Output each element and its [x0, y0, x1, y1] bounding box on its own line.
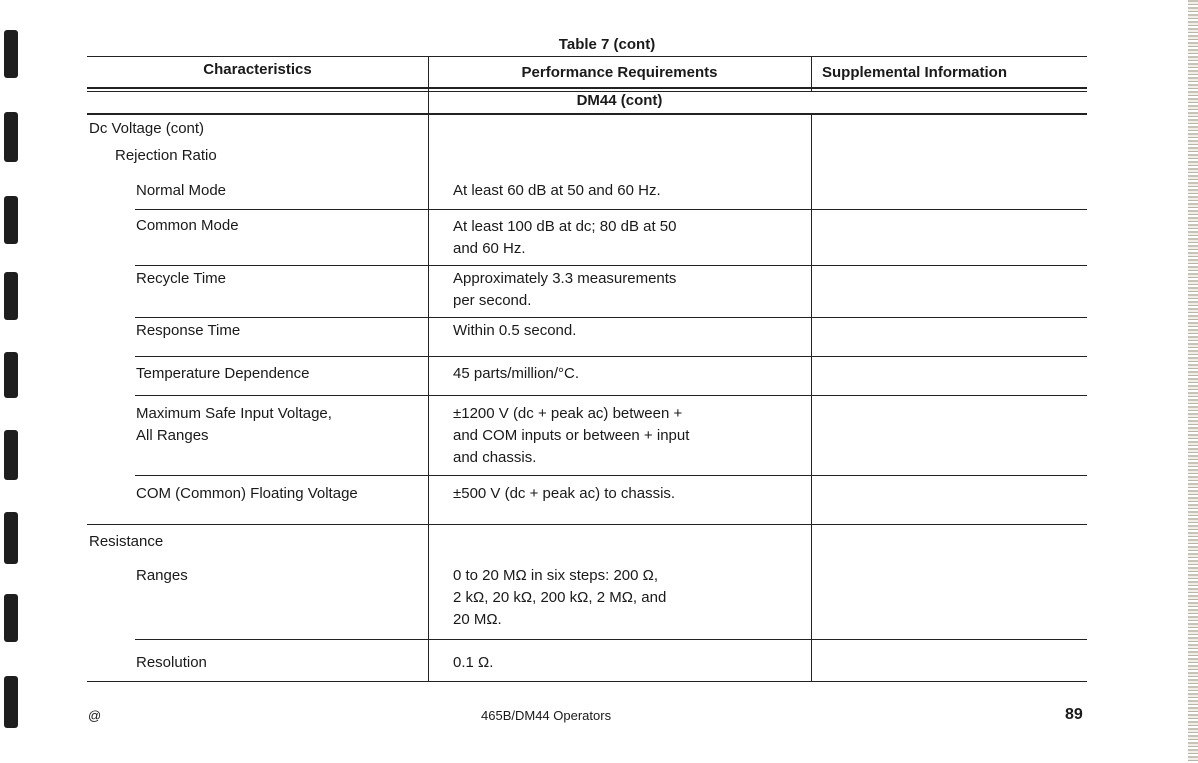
characteristic-cell: Temperature Dependence	[136, 365, 310, 382]
footer-title: 465B/DM44 Operators	[481, 708, 612, 723]
requirement-cell: ±1200 V (dc + peak ac) between +	[453, 405, 683, 422]
requirement-cell: 20 MΩ.	[453, 611, 502, 628]
characteristic-cell: Ranges	[136, 567, 188, 584]
requirement-cell: 0.1 Ω.	[453, 654, 494, 671]
document-page	[87, 0, 1087, 763]
characteristic-cell: All Ranges	[136, 427, 209, 444]
requirement-cell: 0 to 20 MΩ in six steps: 200 Ω,	[453, 567, 659, 584]
characteristic-cell: Normal Mode	[136, 182, 227, 199]
characteristic-cell: Common Mode	[136, 217, 239, 234]
row-rule	[135, 356, 1087, 357]
binding-hole-mark	[4, 272, 18, 320]
binding-hole-mark	[4, 30, 18, 78]
binding-hole-mark	[4, 594, 18, 642]
section-heading: Dc Voltage (cont)	[89, 120, 205, 137]
requirement-cell: At least 60 dB at 50 and 60 Hz.	[453, 182, 661, 199]
binding-hole-mark	[4, 352, 18, 398]
requirement-cell: Within 0.5 second.	[453, 322, 577, 339]
requirement-cell: At least 100 dB at dc; 80 dB at 50	[453, 218, 677, 235]
column-header-performance-requirements: Performance Requirements	[521, 64, 718, 81]
binding-hole-mark	[4, 112, 18, 162]
table-bottom-rule	[87, 681, 1087, 682]
subtitle-bottom-rule	[87, 113, 1087, 115]
row-rule	[135, 209, 1087, 210]
table-title: Table 7 (cont)	[558, 36, 656, 53]
characteristic-cell: COM (Common) Floating Voltage	[136, 485, 358, 502]
characteristic-cell: Recycle Time	[136, 270, 227, 287]
binding-hole-mark	[4, 676, 18, 728]
requirement-cell: ±500 V (dc + peak ac) to chassis.	[453, 485, 676, 502]
footer-symbol: @	[88, 708, 102, 723]
requirement-cell: 2 kΩ, 20 kΩ, 200 kΩ, 2 MΩ, and	[453, 589, 667, 606]
column-divider	[428, 56, 429, 682]
section-heading: Resistance	[89, 533, 164, 550]
requirement-cell: and chassis.	[453, 449, 537, 466]
column-header-supplemental-information: Supplemental Information	[822, 64, 1008, 81]
section-rule	[87, 524, 1087, 525]
characteristic-cell: Resolution	[136, 654, 207, 671]
row-rule	[135, 265, 1087, 266]
column-header-characteristics: Characteristics	[203, 61, 312, 78]
page-number: 89	[1065, 706, 1083, 723]
page-edge	[1188, 0, 1198, 763]
requirement-cell: Approximately 3.3 measurements	[453, 270, 677, 287]
requirement-cell: per second.	[453, 292, 532, 309]
binding-hole-mark	[4, 196, 18, 244]
requirement-cell: 45 parts/million/°C.	[453, 365, 580, 382]
binding-hole-mark	[4, 430, 18, 480]
table-top-rule	[87, 56, 1087, 57]
row-rule	[135, 395, 1087, 396]
table-subtitle: DM44 (cont)	[576, 92, 663, 109]
characteristic-cell: Maximum Safe Input Voltage,	[136, 405, 332, 422]
row-rule	[135, 639, 1087, 640]
row-rule	[135, 317, 1087, 318]
section-subheading: Rejection Ratio	[115, 147, 217, 164]
requirement-cell: and COM inputs or between + input	[453, 427, 690, 444]
header-bottom-rule	[87, 87, 1087, 89]
column-divider	[811, 56, 812, 92]
binding-hole-mark	[4, 512, 18, 564]
column-divider	[811, 114, 812, 682]
requirement-cell: and 60 Hz.	[453, 240, 526, 257]
row-rule	[135, 475, 1087, 476]
characteristic-cell: Response Time	[136, 322, 241, 339]
